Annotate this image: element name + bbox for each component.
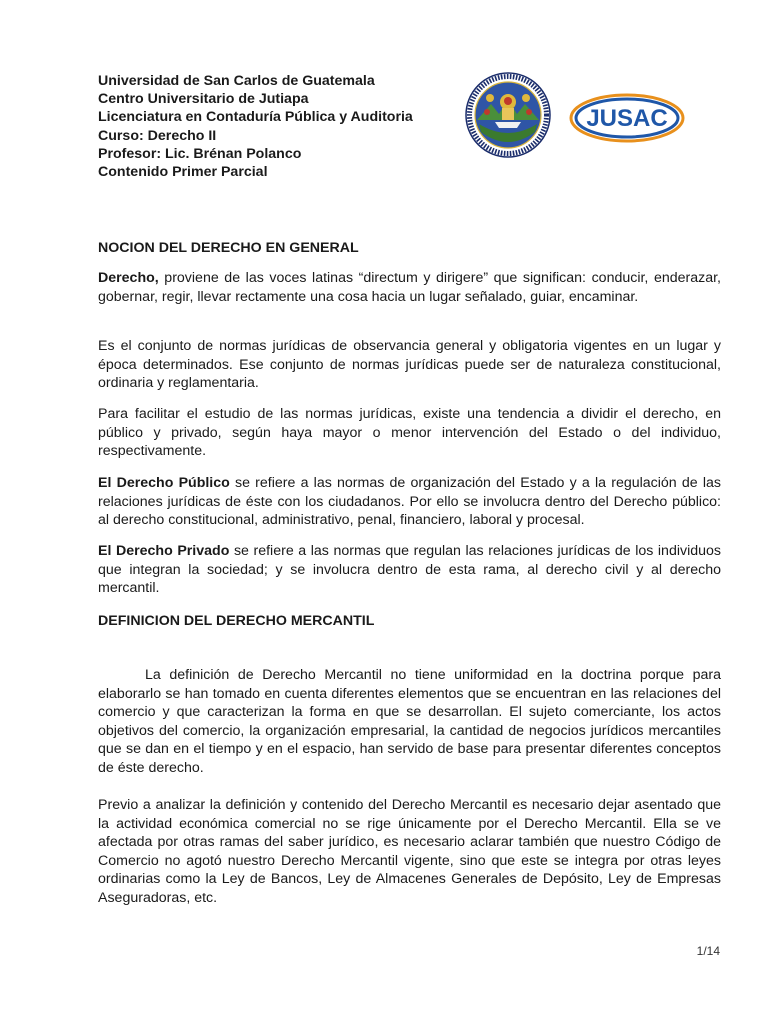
- section-heading-definicion: DEFINICION DEL DERECHO MERCANTIL: [98, 613, 375, 629]
- paragraph-derecho-publico: [98, 474, 721, 530]
- section-heading-nocion: NOCION DEL DERECHO EN GENERAL: [98, 240, 359, 256]
- paragraph-estudio-normas-text: Para facilitar el estudio de las normas jurídicas, existe una tendencia a dividir el derecho, en público y privado, según haya mayor o menor intervención del Estado o del individuo, respectivamente.: [98, 406, 721, 460]
- paragraph-definicion: [98, 666, 721, 778]
- paragraph-derecho-publico-term: El Derecho Público: [98, 475, 230, 491]
- header-degree: Licenciatura en Contaduría Pública y Auditoria: [98, 109, 413, 126]
- paragraph-derecho-privado-term: El Derecho Privado: [98, 543, 230, 559]
- paragraph-derecho-text: proviene de las voces latinas “directum y dirigere” que significan: conducir, enderazar, gobernar, regir, llevar rectamente una cosa hacia un lugar señalado, guiar, encaminar.: [98, 270, 721, 305]
- page-number: 1/14: [696, 944, 720, 958]
- paragraph-derecho: [98, 269, 721, 306]
- paragraph-derecho-privado: [98, 542, 721, 598]
- university-seal-logo: [465, 72, 551, 158]
- header-university: Universidad de San Carlos de Guatemala: [98, 73, 375, 89]
- paragraph-previo: [98, 796, 721, 908]
- jusac-logo-text: JUSAC: [586, 105, 668, 132]
- header-professor: Profesor: Lic. Brénan Polanco: [98, 145, 302, 162]
- header-center: Centro Universitario de Jutiapa: [98, 91, 309, 108]
- header-course: Curso: Derecho II: [98, 127, 217, 144]
- document-header: [98, 72, 458, 181]
- paragraph-estudio-normas: [98, 405, 721, 461]
- paragraph-derecho-privado-text: se refiere a las normas que regulan las relaciones jurídicas de los individuos que integran la sociedad; y se involucra dentro de esta rama, al derecho civil y al derecho mercantil.: [98, 543, 722, 597]
- paragraph-definicion-text: La definición de Derecho Mercantil no tiene uniformidad en la doctrina porque para elaborarlo se han tomado en cuenta diferentes elementos que se encuentran en las relaciones del comercio y que caracterizan la forma en que se desarrollan. El sujeto comerciante, los actos objetivos del comercio, la organización empresarial, la cantidad de negocios jurídicos mercantiles que se dan en el tiempo y en el espacio, han servido de base para presentar diferentes conceptos de éste derecho.: [98, 667, 721, 776]
- header-content: Contenido Primer Parcial: [98, 164, 268, 181]
- paragraph-derecho-term: Derecho,: [98, 270, 159, 286]
- paragraph-derecho-publico-text: se refiere a las normas de organización del Estado y a la regulación de las relaciones jurídicas de éste con los ciudadanos. Por ello se involucra dentro del Derecho público: al derecho constitucional, administrativo, penal, financiero, laboral y procesal.: [98, 475, 722, 529]
- paragraph-conjunto-normas-text: Es el conjunto de normas jurídicas de observancia general y obligatoria vigentes en un lugar y época determinados. Ese conjunto de normas jurídicas puede ser de naturaleza constitucional, ordinaria y reglamentaria.: [98, 338, 721, 392]
- paragraph-conjunto-normas: [98, 337, 721, 393]
- jusac-logo: [568, 92, 686, 144]
- paragraph-previo-text: Previo a analizar la definición y contenido del Derecho Mercantil es necesario dejar asentado que la actividad económica comercial no se rige únicamente por el Derecho Mercantil. Ella se ve afectada por otras ramas del saber jurídico, es necesario aclarar también que nuestro Código de Comercio no agotó nuestro Derecho Mercantil vigente, sino que este se integra por otras leyes ordinarias como la Ley de Bancos, Ley de Almacenes Generales de Depósito, Ley de Empresas Aseguradoras, etc.: [98, 797, 721, 906]
